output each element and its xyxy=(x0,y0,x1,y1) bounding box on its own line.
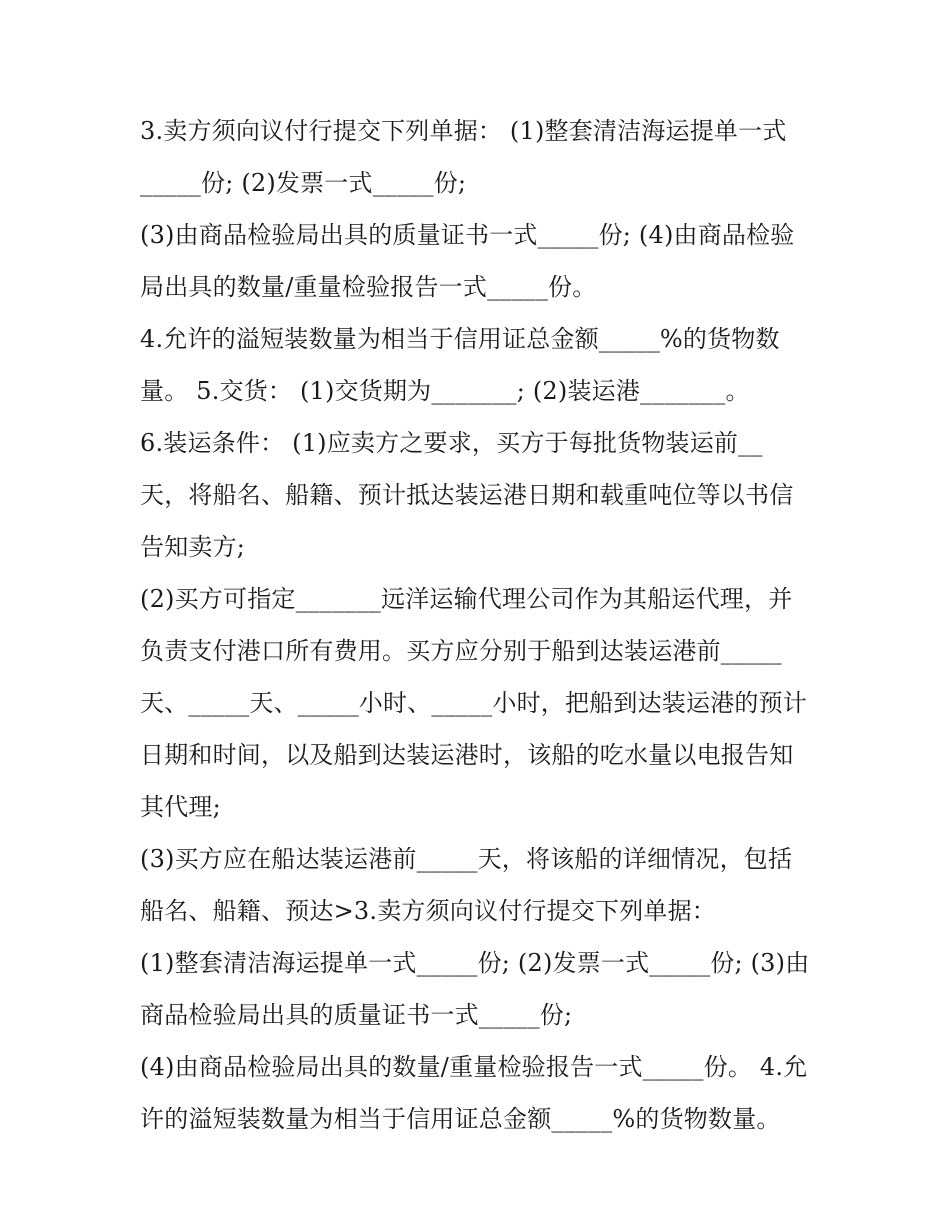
text-line: 量。 5.交货： (1)交货期为_______; (2)装运港_______。 xyxy=(140,377,750,405)
text-line: 日期和时间，以及船到达装运港时，该船的吃水量以电报告知 xyxy=(140,741,794,769)
text-line: 许的溢短装数量为相当于信用证总金额_____%的货物数量。 xyxy=(140,1105,781,1133)
text-line: (2)买方可指定_______远洋运输代理公司作为其船运代理，并 xyxy=(140,585,793,613)
text-line: _____份; (2)发票一式_____份; xyxy=(140,169,467,197)
text-line: 3.卖方须向议付行提交下列单据： (1)整套清洁海运提单一式 xyxy=(140,117,787,145)
text-line: (3)由商品检验局出具的质量证书一式_____份; (4)由商品检验 xyxy=(140,221,795,249)
document-body xyxy=(140,105,820,1145)
text-line: (3)买方应在船达装运港前_____天，将该船的详细情况，包括 xyxy=(140,845,793,873)
text-line: 商品检验局出具的质量证书一式_____份; xyxy=(140,1001,573,1029)
text-line: (1)整套清洁海运提单一式_____份; (2)发票一式_____份; (3)由 xyxy=(140,949,810,977)
text-line: (4)由商品检验局出具的数量/重量检验报告一式_____份。 4.允 xyxy=(140,1053,808,1081)
text-line: 天，将船名、船籍、预计抵达装运港日期和载重吨位等以书信 xyxy=(140,481,794,509)
text-line: 6.装运条件： (1)应卖方之要求，买方于每批货物装运前__ xyxy=(140,429,763,457)
text-line: 负责支付港口所有费用。买方应分别于船到达装运港前_____ xyxy=(140,637,782,665)
text-line: 天、_____天、_____小时、_____小时，把船到达装运港的预计 xyxy=(140,689,807,717)
text-line: 告知卖方; xyxy=(140,533,246,561)
text-line: 局出具的数量/重量检验报告一式_____份。 xyxy=(140,273,597,301)
text-line: 4.允许的溢短装数量为相当于信用证总金额_____%的货物数 xyxy=(140,325,780,353)
text-line: 船名、船籍、预达>3.卖方须向议付行提交下列单据： xyxy=(140,897,717,925)
text-line: 其代理; xyxy=(140,793,221,821)
